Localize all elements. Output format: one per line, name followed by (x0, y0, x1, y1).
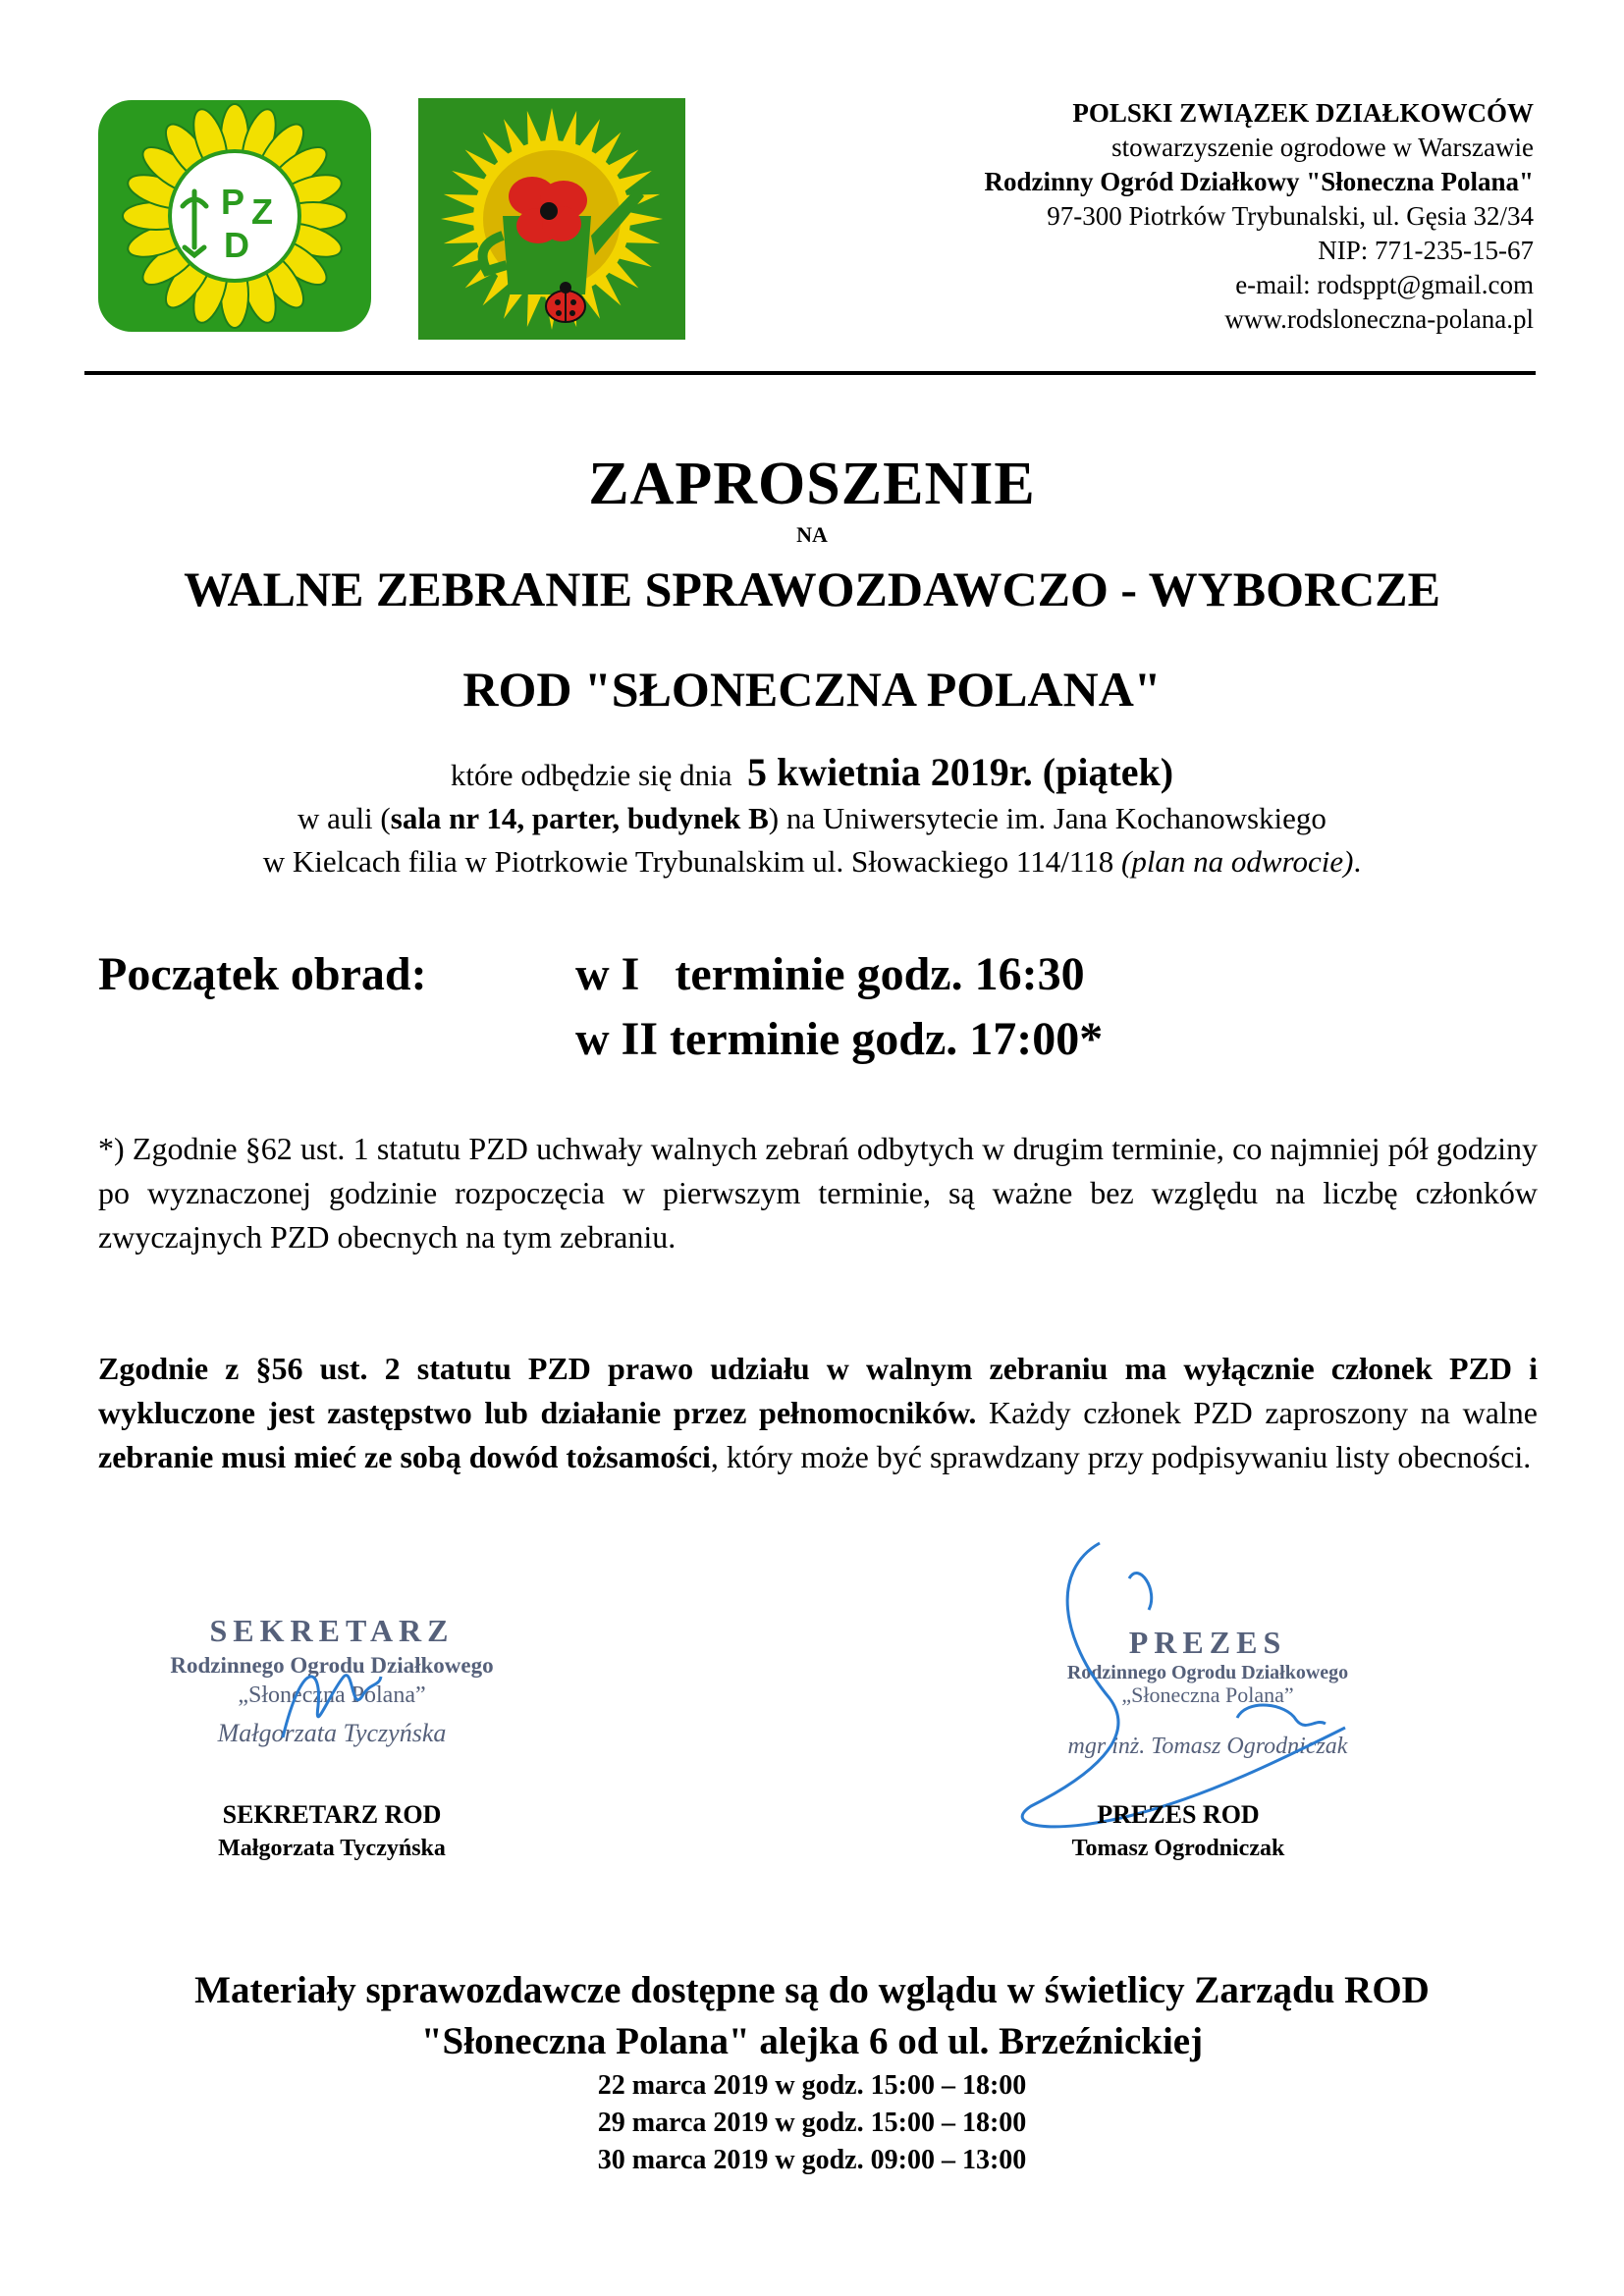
secretary-stamp (135, 1608, 528, 1785)
rule-bold: Zgodnie z §56 ust. 2 statutu PZD prawo udziału w walnym zebraniu ma wyłącznie członek PZD i wykluczone jest zastępstwo lub działanie przez pełnomocników. (98, 1351, 1538, 1430)
stamp-left-org: Rodzinnego Ogrodu Działkowego (170, 1653, 494, 1678)
date-intro: które odbędzie się dnia (450, 758, 732, 792)
stamp-left-title: SEKRETARZ (209, 1613, 455, 1648)
president-name: Tomasz Ogrodniczak (1071, 1836, 1285, 1861)
schedule-terms (575, 942, 1103, 1072)
website[interactable]: www.rodsloneczna-polana.pl (1224, 304, 1534, 334)
stamp-left-garden: „Słoneczna Polana” (238, 1682, 426, 1708)
garden-title: ROD "SŁONECZNA POLANA" (462, 662, 1162, 717)
attendance-rules (98, 1347, 1538, 1479)
org-subtitle: stowarzyszenie ogrodowe w Warszawie (1111, 133, 1534, 162)
place-note: (plan na odwrocie) (1121, 844, 1354, 879)
sloneczna-polana-logo (418, 98, 685, 340)
nip: NIP: 771-235-15-67 (1318, 236, 1534, 265)
email[interactable]: e-mail: rodsppt@gmail.com (1235, 270, 1534, 299)
garden-name: Rodzinny Ogród Działkowy "Słoneczna Polana" (984, 167, 1534, 196)
secretary-role: SEKRETARZ ROD (222, 1800, 442, 1829)
stamp-left-person: Małgorzata Tyczyńska (217, 1719, 447, 1747)
rule-bold2: zebranie musi mieć ze sobą dowód tożsamości (98, 1439, 711, 1474)
rule-b: , który może być sprawdzany przy podpisywaniu listy obecności. (710, 1439, 1532, 1474)
meeting-date: 5 kwietnia 2019r. (piątek) (747, 750, 1174, 794)
materials-footer (0, 1965, 1624, 2179)
president-caption (1001, 1798, 1355, 1865)
meeting-subtitle: WALNE ZEBRANIE SPRAWOZDAWCZO - WYBORCZE (184, 561, 1440, 616)
footer-date-3: 30 marca 2019 w godz. 09:00 – 13:00 (597, 2145, 1027, 2175)
secretary-name: Małgorzata Tyczyńska (218, 1836, 446, 1861)
address: 97-300 Piotrków Trybunalski, ul. Gęsia 32/34 (1047, 201, 1534, 231)
stamp-right-org: Rodzinnego Ogrodu Działkowego (1066, 1662, 1349, 1683)
org-name: POLSKI ZWIĄZEK DZIAŁKOWCÓW (1072, 98, 1534, 128)
pzd-letter-p: P (221, 182, 245, 222)
pzd-letter-d: D (224, 225, 249, 265)
meeting-info (0, 751, 1624, 883)
president-role: PREZES ROD (1097, 1800, 1260, 1829)
pzd-letter-z: Z (251, 191, 273, 232)
footer-date-1: 22 marca 2019 w godz. 15:00 – 18:00 (597, 2070, 1027, 2101)
footer-date-2: 29 marca 2019 w godz. 15:00 – 18:00 (597, 2108, 1027, 2138)
place-line2: w Kielcach filia w Piotrkowie Trybunalskim ul. Słowackiego 114/118 (262, 844, 1121, 879)
schedule-label: Początek obrad: (98, 948, 427, 1000)
stamp-right-title: PREZES (1128, 1625, 1287, 1660)
place-a: w auli ( (298, 801, 391, 835)
organization-header (787, 96, 1534, 337)
document-title: ZAPROSZENIE (588, 451, 1036, 517)
place-b: ) na Uniwersytecie im. Jana Kochanowskiego (768, 801, 1326, 835)
rule-a: Każdy członek PZD zaproszony na walne (976, 1395, 1538, 1430)
footer-line2: "Słoneczna Polana" alejka 6 od ul. Brzeźnickiej (420, 2020, 1204, 2062)
footnote (98, 1127, 1538, 1259)
term-first: w I terminie godz. 16:30 (575, 948, 1085, 1000)
stamp-right-garden: „Słoneczna Polana” (1121, 1682, 1294, 1707)
pzd-logo (96, 98, 373, 334)
stamp-right-person: mgr inż. Tomasz Ogrodniczak (1067, 1734, 1348, 1759)
footnote-text: *) Zgodnie §62 ust. 1 statutu PZD uchwały walnych zebrań odbytych w drugim terminie, co najmniej pół godziny po wyznaczonej godzinie rozpoczęcia w pierwszym terminie, są ważne bez względu na liczbę członków zwyczajnych PZD obecnych na tym zebraniu. (98, 1131, 1538, 1255)
place-room: sala nr 14, parter, budynek B (390, 801, 769, 835)
header-divider (84, 371, 1536, 375)
title-na: NA (796, 522, 828, 547)
term-second: w II terminie godz. 17:00* (575, 1013, 1104, 1065)
secretary-caption (145, 1798, 518, 1865)
place-end: . (1353, 844, 1362, 879)
footer-line1: Materiały sprawozdawcze dostępne są do wglądu w świetlicy Zarządu ROD (194, 1969, 1430, 2011)
